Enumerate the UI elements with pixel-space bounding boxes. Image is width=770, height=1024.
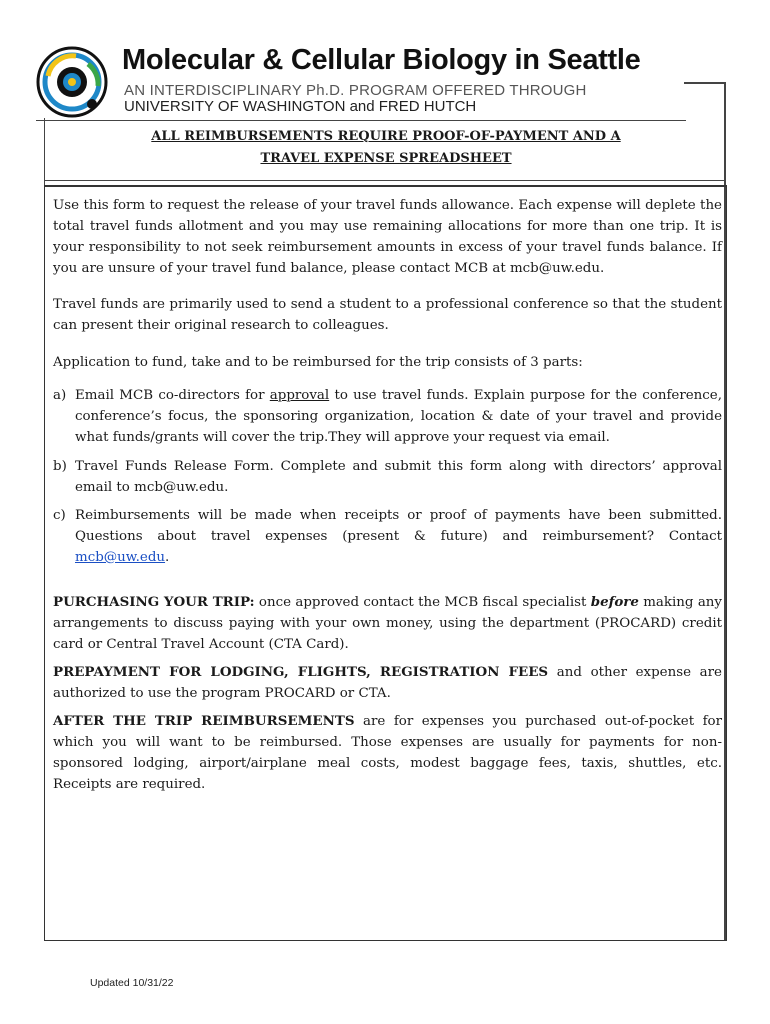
step-c: [53, 505, 722, 568]
intro-paragraph-1: Use this form to request the release of your travel funds allowance. Each expense will deplete the total travel funds allotment and you may use remaining allocations for more than one trip. It is your responsibility to not seek reimbursement amounts in excess of your travel funds balance. If you are unsure of your travel fund balance, please contact MCB at mcb@uw.edu.: [53, 198, 722, 276]
before-emphasis: before: [590, 594, 639, 610]
updated-date: Updated 10/31/22: [90, 977, 174, 989]
step-b: [53, 456, 722, 498]
header-rule-top: [684, 82, 726, 84]
purchasing-section: PURCHASING YOUR TRIP: once approved contact the MCB fiscal specialist before making any arrangements to discuss paying with your own money, using the department (PROCARD) credit card or Central Travel Account (CTA Card).: [53, 594, 722, 652]
header-rule-left-vertical: [44, 118, 45, 185]
step-b-label: b): [53, 459, 67, 474]
after-trip-section: AFTER THE TRIP REIMBURSEMENTS are for expenses you purchased out-of-pocket for which you will want to be reimbursed. Those expenses are usually for payments for non- sponsored lodging, airport/airplane meal costs, modest baggage fees, taxis, shuttles, etc. Receipts are required.: [53, 713, 722, 792]
notice-rule-bottom: [44, 180, 726, 181]
step-a-label: a): [53, 388, 67, 403]
step-a: [53, 385, 722, 448]
intro-paragraph-2: Travel funds are primarily used to send a student to a professional conference so that the student can present their original research to colleagues.: [53, 297, 722, 333]
proof-of-payment-notice: [46, 126, 726, 170]
purchasing-heading: PURCHASING YOUR TRIP:: [53, 594, 255, 610]
program-subtitle: AN INTERDISCIPLINARY Ph.D. PROGRAM OFFERED THROUGH: [124, 82, 587, 99]
header-rule-mid: [36, 120, 686, 121]
prepayment-section: PREPAYMENT FOR LODGING, FLIGHTS, REGISTRATION FEES and other expense are authorized to use the program PROCARD or CTA.: [53, 664, 722, 701]
program-title: Molecular & Cellular Biology in Seattle: [122, 44, 641, 76]
institution-line: UNIVERSITY OF WASHINGTON and FRED HUTCH: [124, 98, 477, 115]
prepayment-heading: PREPAYMENT FOR LODGING, FLIGHTS, REGISTRATION FEES: [53, 664, 549, 680]
mcb-email-link[interactable]: mcb@uw.edu: [75, 550, 166, 565]
notice-line-1: ALL REIMBURSEMENTS REQUIRE PROOF-OF-PAYMENT AND A: [151, 129, 621, 144]
approval-link[interactable]: approval: [269, 388, 330, 403]
intro-paragraph-3: Application to fund, take and to be reimbursed for the trip consists of 3 parts:: [53, 355, 583, 370]
step-a-text: Email MCB co-directors for approval to use travel funds. Explain purpose for the conference, conference’s focus, the sponsoring organization, location & date of your travel and provide what funds/grants will cover the trip.They will approve your request via email.: [75, 388, 722, 445]
step-c-text: Reimbursements will be made when receipts or proof of payments have been submitted. Questions about travel expenses (present & future) and reimbursement? Contact mcb@uw.edu.: [75, 508, 722, 565]
step-c-label: c): [53, 508, 66, 523]
step-b-text: Travel Funds Release Form. Complete and submit this form along with directors’ approval email to mcb@uw.edu.: [75, 459, 722, 495]
after-trip-heading: AFTER THE TRIP REIMBURSEMENTS: [53, 713, 355, 729]
notice-line-2: TRAVEL EXPENSE SPREADSHEET: [260, 151, 512, 166]
mcb-logo-icon: [36, 46, 108, 118]
